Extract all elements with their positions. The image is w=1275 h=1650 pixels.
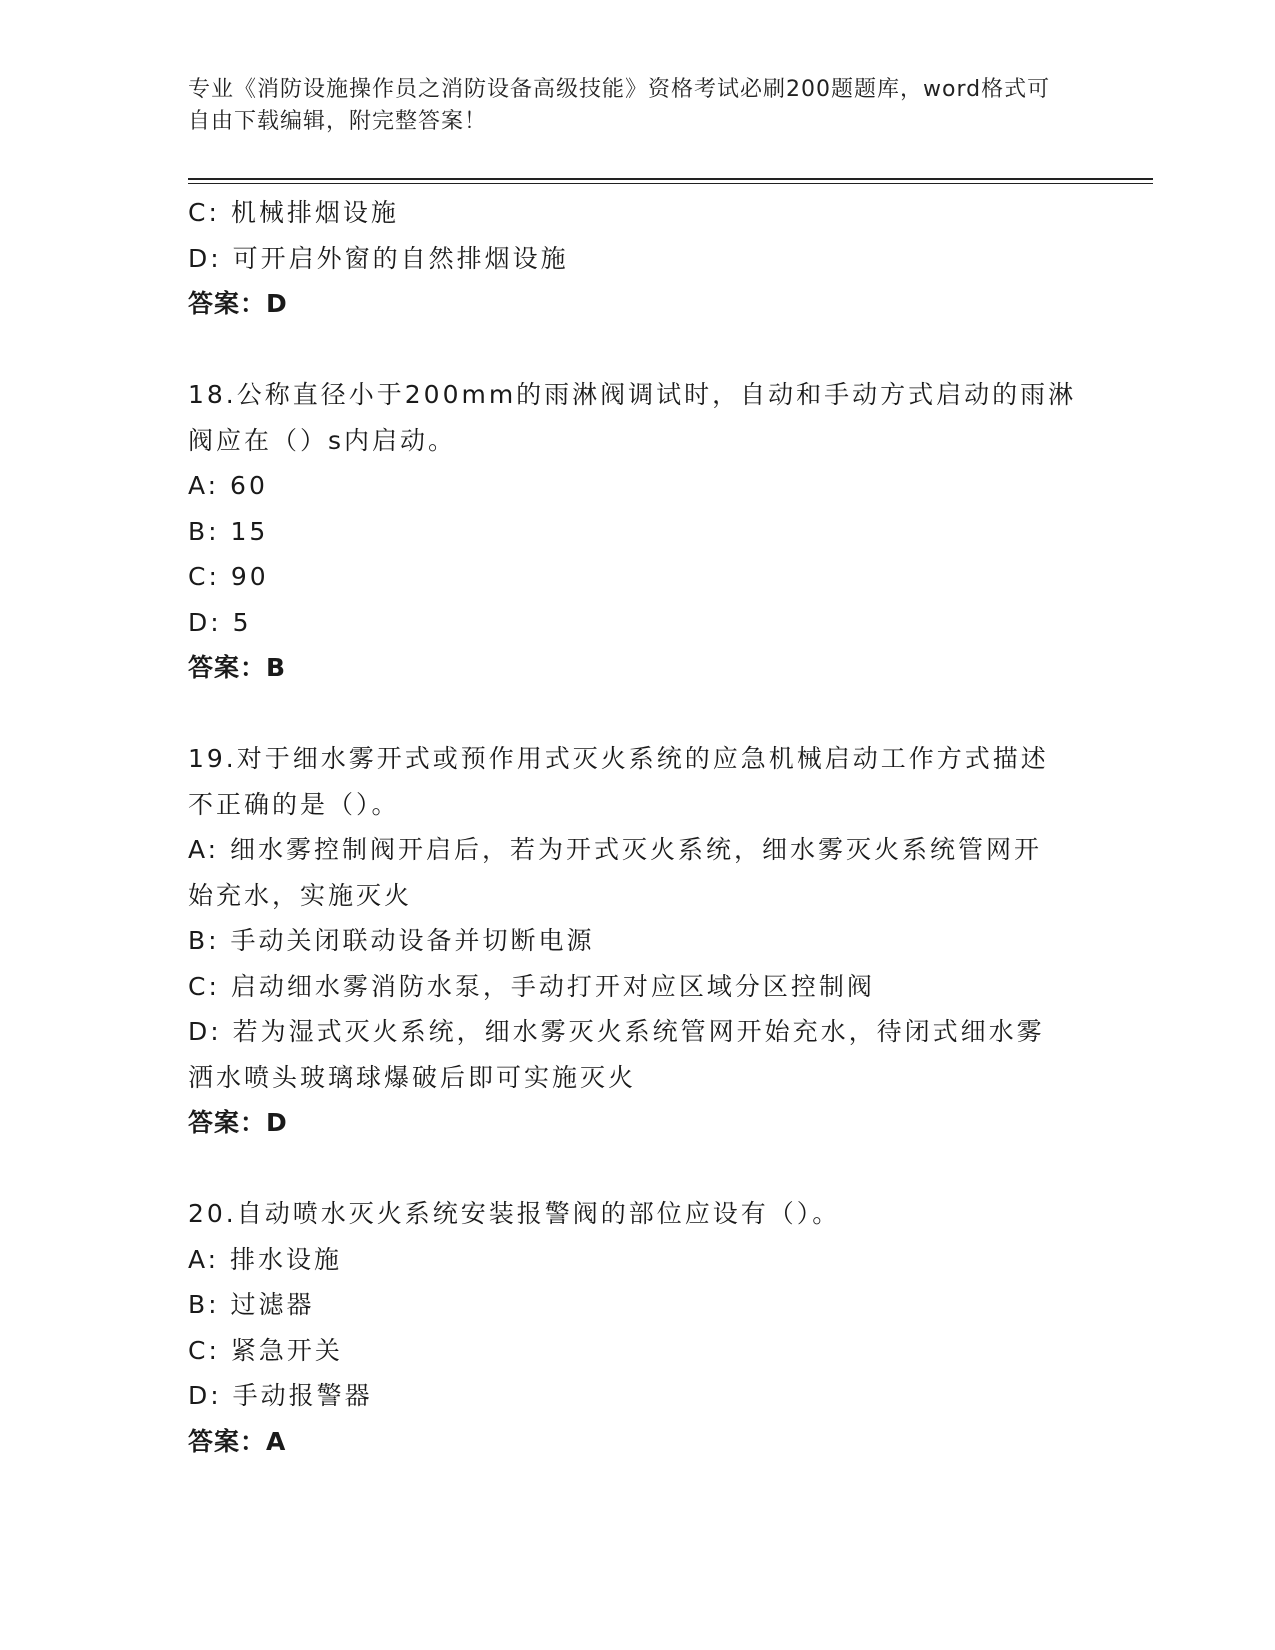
q18-option-c: C: 90 [188,562,269,591]
q19-option-d-line-1: D: 若为湿式灭火系统，细水雾灭火系统管网开始充水，待闭式细水雾 [188,1017,1045,1046]
q18-option-d: D: 5 [188,607,252,637]
answer-line: 答案：D [188,289,288,318]
option-c: C: 机械排烟设施 [188,198,399,227]
q20-option-d: D: 手动报警器 [188,1381,373,1410]
q20-option-c: C: 紧急开关 [188,1335,343,1365]
q18-option-b: B: 15 [188,516,269,546]
spacer [188,1146,1088,1192]
q19-option-d-line-2: 洒水喷头玻璃球爆破后即可实施灭火 [188,1062,637,1092]
q19-option-a-line-2: 始充水，实施灭火 [188,880,413,910]
q20-answer: 答案：A [188,1426,287,1456]
question-content [188,190,1088,1464]
q20-option-b: B: 过滤器 [188,1290,315,1319]
question-18-stem-line-1: 18.公称直径小于200mm的雨淋阀调试时，自动和手动方式启动的雨淋 [188,380,1077,409]
q19-option-b: B: 手动关闭联动设备并切断电源 [188,926,595,955]
page-header: 专业《消防设施操作员之消防设备高级技能》资格考试必刷200题题库，word格式可自由下载编辑，附完整答案！ [188,77,1051,134]
spacer [188,327,1088,373]
spacer [188,691,1088,737]
q19-option-a-line-1: A: 细水雾控制阀开启后，若为开式灭火系统，细水雾灭火系统管网开 [188,835,1043,864]
question-20-stem: 20.自动喷水灭火系统安装报警阀的部位应设有（）。 [188,1199,841,1228]
header-rule-thick [188,178,1153,180]
option-d: D: 可开启外窗的自然排烟设施 [188,243,569,273]
q19-option-c: C: 启动细水雾消防水泵，手动打开对应区域分区控制阀 [188,971,875,1001]
question-19-stem-line-1: 19.对于细水雾开式或预作用式灭火系统的应急机械启动工作方式描述 [188,744,1049,773]
header-rule-thin [188,183,1153,184]
q18-option-a: A: 60 [188,471,268,500]
q18-answer: 答案：B [188,653,287,682]
question-18-stem-line-2: 阀应在（）s内启动。 [188,425,457,455]
q20-option-a: A: 排水设施 [188,1244,343,1274]
question-19-stem-line-2: 不正确的是（）。 [188,789,400,819]
q19-answer: 答案：D [188,1108,288,1137]
